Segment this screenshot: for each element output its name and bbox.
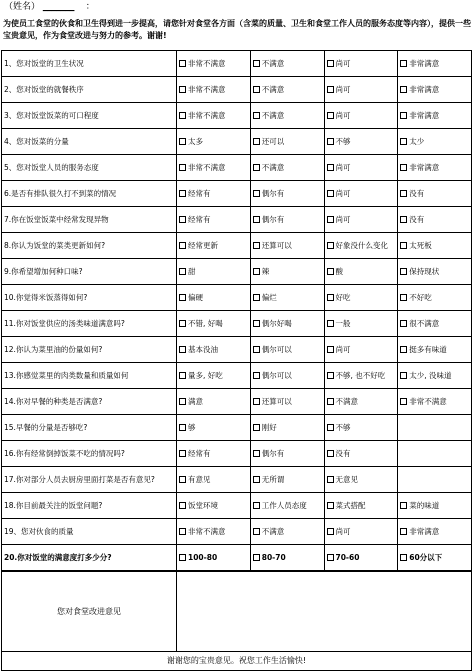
option-cell[interactable] [177, 363, 251, 389]
question-text: 3、您对饭堂饭菜的可口程度 [2, 103, 177, 129]
option-label: 经常更新 [188, 240, 218, 250]
checkbox-icon[interactable] [327, 502, 334, 509]
question-text: 17.你对部分人员去厨房里面打菜是否有意见? [2, 467, 177, 493]
question-row [2, 129, 472, 155]
checkbox-icon[interactable] [179, 138, 186, 145]
checkbox-icon[interactable] [327, 398, 334, 405]
option-cell[interactable] [324, 51, 398, 77]
checkbox-icon[interactable] [253, 294, 260, 301]
option-cell[interactable] [250, 155, 324, 181]
checkbox-icon[interactable] [253, 372, 260, 379]
checkbox-icon[interactable] [179, 320, 186, 327]
option-label: 尚可 [335, 110, 351, 120]
checkbox-icon[interactable] [327, 554, 334, 561]
checkbox-icon[interactable] [253, 476, 260, 483]
option-label: 尚可 [335, 84, 351, 94]
option-label: 不满意 [261, 110, 285, 120]
option-label: 有意见 [188, 474, 211, 484]
option-cell[interactable] [177, 415, 251, 441]
checkbox-icon[interactable] [400, 190, 407, 197]
option-label: 70-60 [335, 552, 360, 562]
checkbox-icon[interactable] [253, 164, 260, 171]
option-label: 非常不满意 [188, 58, 226, 68]
checkbox-icon[interactable] [179, 346, 186, 353]
option-label: 菜式搭配 [335, 500, 366, 510]
question-text: 13.你感觉菜里的肉类数量和质量如何 [2, 363, 177, 389]
option-label: 没有 [335, 448, 351, 458]
option-cell[interactable] [324, 181, 398, 207]
option-label: 不错, 好喝 [188, 318, 223, 328]
option-cell[interactable] [398, 129, 472, 155]
option-label: 尚可 [335, 526, 351, 536]
question-text: 7.你在饭堂饭菜中经常发现异物 [2, 207, 177, 233]
option-cell[interactable] [324, 389, 398, 415]
name-line [0, 0, 474, 14]
option-cell[interactable] [250, 181, 324, 207]
checkbox-icon[interactable] [327, 190, 334, 197]
option-label: 偏硬 [188, 292, 203, 302]
option-label: 60分以下 [409, 552, 443, 562]
checkbox-icon[interactable] [400, 268, 407, 275]
checkbox-icon[interactable] [327, 242, 334, 249]
checkbox-icon[interactable] [253, 424, 260, 431]
option-label: 甜 [188, 266, 196, 276]
option-cell[interactable] [250, 207, 324, 233]
option-label: 非常不满意 [188, 162, 226, 172]
option-cell[interactable] [250, 233, 324, 259]
option-label: 太多 [188, 136, 203, 146]
question-row [2, 519, 472, 545]
option-label: 不满意 [261, 84, 285, 94]
option-label: 无意见 [335, 474, 358, 484]
option-label: 不满意 [261, 58, 285, 68]
question-text: 12.你认为菜里油的份量如何? [2, 337, 177, 363]
checkbox-icon[interactable] [400, 86, 407, 93]
option-label: 偶尔有 [261, 188, 285, 198]
question-row [2, 415, 472, 441]
question-text: 1、您对饭堂的卫生状况 [2, 51, 177, 77]
name-colon: ： [85, 2, 95, 12]
option-cell[interactable] [398, 155, 472, 181]
question-row [2, 51, 472, 77]
checkbox-icon[interactable] [179, 294, 186, 301]
option-label: 很不满意 [409, 318, 440, 328]
question-text: 6.是否有排队很久打不到菜的情况 [2, 181, 177, 207]
question-row [2, 389, 472, 415]
option-cell[interactable] [324, 155, 398, 181]
option-cell[interactable] [250, 415, 324, 441]
question-text: 8.你认为饭堂的菜类更新如何? [2, 233, 177, 259]
checkbox-icon[interactable] [179, 424, 186, 431]
question-text: 16.你有经常倒掉饭菜不吃的情况吗? [2, 441, 177, 467]
question-row [2, 181, 472, 207]
checkbox-icon[interactable] [400, 138, 407, 145]
checkbox-icon[interactable] [179, 86, 186, 93]
question-row [2, 207, 472, 233]
option-cell[interactable] [398, 181, 472, 207]
option-label: 经常有 [188, 214, 211, 224]
checkbox-icon[interactable] [400, 528, 407, 535]
option-label: 尚可 [335, 344, 351, 354]
option-label: 好象没什么变化 [335, 240, 388, 250]
option-cell[interactable] [398, 207, 472, 233]
checkbox-icon[interactable] [179, 450, 186, 457]
name-blank[interactable]: _______ [42, 2, 75, 12]
option-cell[interactable] [324, 467, 398, 493]
question-row [2, 259, 472, 285]
option-cell[interactable] [177, 181, 251, 207]
option-label: 非常满意 [409, 84, 440, 94]
option-cell[interactable] [398, 337, 472, 363]
option-cell[interactable] [398, 259, 472, 285]
option-label: 经常有 [188, 448, 211, 458]
question-text: 18.你目前最关注的饭堂问题? [2, 493, 177, 519]
option-label: 尚可 [335, 188, 351, 198]
option-cell[interactable] [250, 545, 324, 571]
question-text: 14.你对早餐的种类是否满意? [2, 389, 177, 415]
checkbox-icon[interactable] [400, 60, 407, 67]
checkbox-icon[interactable] [400, 502, 407, 509]
checkbox-icon[interactable] [327, 138, 334, 145]
option-cell [398, 415, 472, 441]
option-cell[interactable] [250, 389, 324, 415]
option-cell[interactable] [250, 519, 324, 545]
option-cell[interactable] [177, 259, 251, 285]
option-label: 够 [188, 422, 196, 432]
option-label: 没有 [409, 214, 425, 224]
option-cell[interactable] [324, 493, 398, 519]
option-label: 不满意 [261, 526, 285, 536]
checkbox-icon[interactable] [253, 502, 260, 509]
checkbox-icon[interactable] [179, 164, 186, 171]
option-cell[interactable] [250, 77, 324, 103]
checkbox-icon[interactable] [179, 372, 186, 379]
option-label: 100-80 [188, 552, 218, 562]
checkbox-icon[interactable] [179, 268, 186, 275]
option-label: 偶尔好喝 [261, 318, 292, 328]
option-label: 非常不满意 [188, 84, 226, 94]
footer-thanks: 谢谢您的宝贵意见。祝您工作生活愉快! [1, 652, 472, 671]
option-cell[interactable] [324, 519, 398, 545]
option-label: 非常满意 [409, 58, 440, 68]
option-cell [398, 467, 472, 493]
option-cell[interactable] [250, 259, 324, 285]
checkbox-icon[interactable] [179, 190, 186, 197]
option-cell[interactable] [250, 51, 324, 77]
option-cell[interactable] [250, 285, 324, 311]
option-cell[interactable] [177, 493, 251, 519]
option-label: 非常满意 [409, 162, 440, 172]
option-cell[interactable] [177, 233, 251, 259]
checkbox-icon[interactable] [253, 112, 260, 119]
question-text: 9.你希望增加何种口味? [2, 259, 177, 285]
question-row [2, 441, 472, 467]
option-cell[interactable] [250, 103, 324, 129]
checkbox-icon[interactable] [327, 216, 334, 223]
option-cell[interactable] [177, 207, 251, 233]
checkbox-icon[interactable] [327, 112, 334, 119]
option-label: 量多, 好吃 [188, 370, 223, 380]
option-cell[interactable] [398, 285, 472, 311]
option-cell[interactable] [177, 311, 251, 337]
checkbox-icon[interactable] [253, 528, 260, 535]
option-cell[interactable] [398, 363, 472, 389]
checkbox-icon[interactable] [253, 138, 260, 145]
option-cell[interactable] [398, 493, 472, 519]
option-cell[interactable] [177, 77, 251, 103]
option-cell[interactable] [177, 129, 251, 155]
option-cell[interactable] [177, 51, 251, 77]
question-text: 10.你觉得米饭蒸得如何? [2, 285, 177, 311]
option-cell[interactable] [177, 337, 251, 363]
checkbox-icon[interactable] [179, 476, 186, 483]
option-label: 太少, 没味道 [409, 370, 452, 380]
option-cell[interactable] [398, 519, 472, 545]
option-label: 太少 [409, 136, 425, 146]
option-cell[interactable] [324, 77, 398, 103]
checkbox-icon[interactable] [400, 216, 407, 223]
checkbox-icon[interactable] [400, 554, 407, 561]
option-cell[interactable] [177, 103, 251, 129]
option-label: 还可以 [261, 136, 285, 146]
name-label: （姓名） [4, 2, 41, 12]
checkbox-icon[interactable] [179, 398, 186, 405]
option-cell [398, 441, 472, 467]
option-cell[interactable] [177, 155, 251, 181]
option-label: 挺多有味道 [409, 344, 447, 354]
option-label: 非常满意 [409, 526, 440, 536]
option-cell[interactable] [324, 233, 398, 259]
option-cell[interactable] [177, 545, 251, 571]
option-label: 80-70 [261, 552, 286, 562]
opinion-table [1, 571, 472, 652]
question-text: 11.你对饭堂供应的汤类味道满意吗? [2, 311, 177, 337]
checkbox-icon[interactable] [327, 86, 334, 93]
option-label: 偶尔有 [261, 214, 285, 224]
checkbox-icon[interactable] [179, 242, 186, 249]
question-row [2, 77, 472, 103]
option-label: 满意 [188, 396, 203, 406]
option-label: 太死板 [409, 240, 432, 250]
option-label: 偶尔有 [261, 448, 285, 458]
option-label: 尚可 [335, 58, 351, 68]
question-row [2, 311, 472, 337]
option-label: 非常满意 [409, 110, 440, 120]
option-cell[interactable] [250, 441, 324, 467]
option-cell[interactable] [398, 103, 472, 129]
checkbox-icon[interactable] [400, 372, 407, 379]
option-cell[interactable] [398, 233, 472, 259]
question-row [2, 493, 472, 519]
question-row [2, 467, 472, 493]
survey-table [1, 50, 472, 571]
option-cell[interactable] [177, 519, 251, 545]
option-label: 不够 [335, 422, 351, 432]
question-row [2, 337, 472, 363]
checkbox-icon[interactable] [327, 268, 334, 275]
option-cell[interactable] [398, 311, 472, 337]
checkbox-icon[interactable] [327, 450, 334, 457]
option-label: 不满意 [335, 396, 358, 406]
option-label: 偏烂 [261, 292, 277, 302]
checkbox-icon[interactable] [327, 164, 334, 171]
checkbox-icon[interactable] [179, 216, 186, 223]
option-label: 无所谓 [261, 474, 285, 484]
option-label: 不够, 也不好吃 [335, 370, 386, 380]
option-label: 还算可以 [261, 396, 292, 406]
option-label: 非常不满意 [188, 110, 226, 120]
intro-text: 为使员工食堂的伙食和卫生得到进一步提高，请您针对食堂各方面（含菜的质量、卫生和食堂工作人员的服务态度等内容），提供一些宝贵意见，作为食堂改进与努力的参考。谢谢! [3, 19, 471, 40]
checkbox-icon[interactable] [400, 320, 407, 327]
question-row [2, 103, 472, 129]
checkbox-icon[interactable] [179, 60, 186, 67]
checkbox-icon[interactable] [327, 528, 334, 535]
question-text: 19、您对伙食的质量 [2, 519, 177, 545]
option-cell[interactable] [324, 363, 398, 389]
checkbox-icon[interactable] [179, 502, 186, 509]
question-row [2, 285, 472, 311]
checkbox-icon[interactable] [253, 60, 260, 67]
option-cell[interactable] [177, 285, 251, 311]
option-cell[interactable] [250, 467, 324, 493]
option-label: 偶尔可以 [261, 344, 292, 354]
option-label: 辣 [261, 266, 270, 276]
checkbox-icon[interactable] [253, 554, 260, 561]
option-label: 尚可 [335, 162, 351, 172]
option-cell[interactable] [250, 311, 324, 337]
opinion-input[interactable] [177, 572, 472, 652]
question-text: 4、您对饭菜的分量 [2, 129, 177, 155]
option-cell[interactable] [324, 207, 398, 233]
question-row [2, 545, 472, 571]
checkbox-icon[interactable] [179, 112, 186, 119]
option-cell[interactable] [398, 545, 472, 571]
question-text: 5、您对饭堂人员的服务态度 [2, 155, 177, 181]
option-cell[interactable] [324, 285, 398, 311]
option-label: 不满意 [261, 162, 285, 172]
checkbox-icon[interactable] [400, 164, 407, 171]
option-label: 还算可以 [261, 240, 292, 250]
option-cell[interactable] [324, 129, 398, 155]
option-cell[interactable] [324, 103, 398, 129]
option-label: 不好吃 [409, 292, 432, 302]
option-label: 没有 [409, 188, 425, 198]
checkbox-icon[interactable] [400, 398, 407, 405]
checkbox-icon[interactable] [327, 294, 334, 301]
option-cell[interactable] [250, 337, 324, 363]
checkbox-icon[interactable] [253, 346, 260, 353]
option-label: 非常不满意 [409, 396, 447, 406]
option-cell[interactable] [398, 389, 472, 415]
checkbox-icon[interactable] [327, 60, 334, 67]
checkbox-icon[interactable] [327, 424, 334, 431]
option-cell[interactable] [177, 389, 251, 415]
option-cell[interactable] [324, 415, 398, 441]
checkbox-icon[interactable] [400, 112, 407, 119]
checkbox-icon[interactable] [253, 86, 260, 93]
checkbox-icon[interactable] [253, 320, 260, 327]
checkbox-icon[interactable] [400, 294, 407, 301]
option-cell[interactable] [324, 259, 398, 285]
question-text: 2、您对饭堂的就餐秩序 [2, 77, 177, 103]
opinion-label: 您对食堂改进意见 [2, 572, 177, 652]
checkbox-icon[interactable] [179, 528, 186, 535]
option-label: 菜的味道 [409, 500, 440, 510]
checkbox-icon[interactable] [253, 450, 260, 457]
option-label: 不够 [335, 136, 351, 146]
checkbox-icon[interactable] [327, 476, 334, 483]
option-cell[interactable] [398, 77, 472, 103]
option-cell[interactable] [324, 545, 398, 571]
question-row [2, 233, 472, 259]
option-label: 保持现状 [409, 266, 440, 276]
option-cell[interactable] [250, 129, 324, 155]
checkbox-icon[interactable] [400, 346, 407, 353]
question-row [2, 155, 472, 181]
option-cell[interactable] [177, 441, 251, 467]
option-cell[interactable] [324, 311, 398, 337]
option-label: 好吃 [335, 292, 351, 302]
option-cell[interactable] [324, 441, 398, 467]
checkbox-icon[interactable] [327, 372, 334, 379]
option-label: 一般 [335, 318, 351, 328]
option-label: 酸 [335, 266, 343, 276]
checkbox-icon[interactable] [400, 242, 407, 249]
checkbox-icon[interactable] [179, 554, 186, 561]
checkbox-icon[interactable] [253, 398, 260, 405]
checkbox-icon[interactable] [253, 268, 260, 275]
checkbox-icon[interactable] [253, 242, 260, 249]
option-label: 基本没油 [188, 344, 218, 354]
option-cell[interactable] [250, 363, 324, 389]
checkbox-icon[interactable] [327, 346, 334, 353]
option-label: 尚可 [335, 214, 351, 224]
checkbox-icon[interactable] [253, 190, 260, 197]
option-label: 饭堂环境 [188, 500, 218, 510]
checkbox-icon[interactable] [253, 216, 260, 223]
option-label: 工作人员态度 [261, 500, 307, 510]
option-cell[interactable] [324, 337, 398, 363]
option-label: 刚好 [261, 422, 277, 432]
option-cell[interactable] [177, 467, 251, 493]
option-label: 经常有 [188, 188, 211, 198]
option-label: 非常不满意 [188, 526, 226, 536]
question-text: 15.早餐的分量是否够吃? [2, 415, 177, 441]
option-label: 偶尔可以 [261, 370, 292, 380]
option-cell[interactable] [398, 51, 472, 77]
checkbox-icon[interactable] [327, 320, 334, 327]
question-text: 20.你对饭堂的满意度打多少分? [2, 545, 177, 571]
option-cell[interactable] [250, 493, 324, 519]
question-row [2, 363, 472, 389]
